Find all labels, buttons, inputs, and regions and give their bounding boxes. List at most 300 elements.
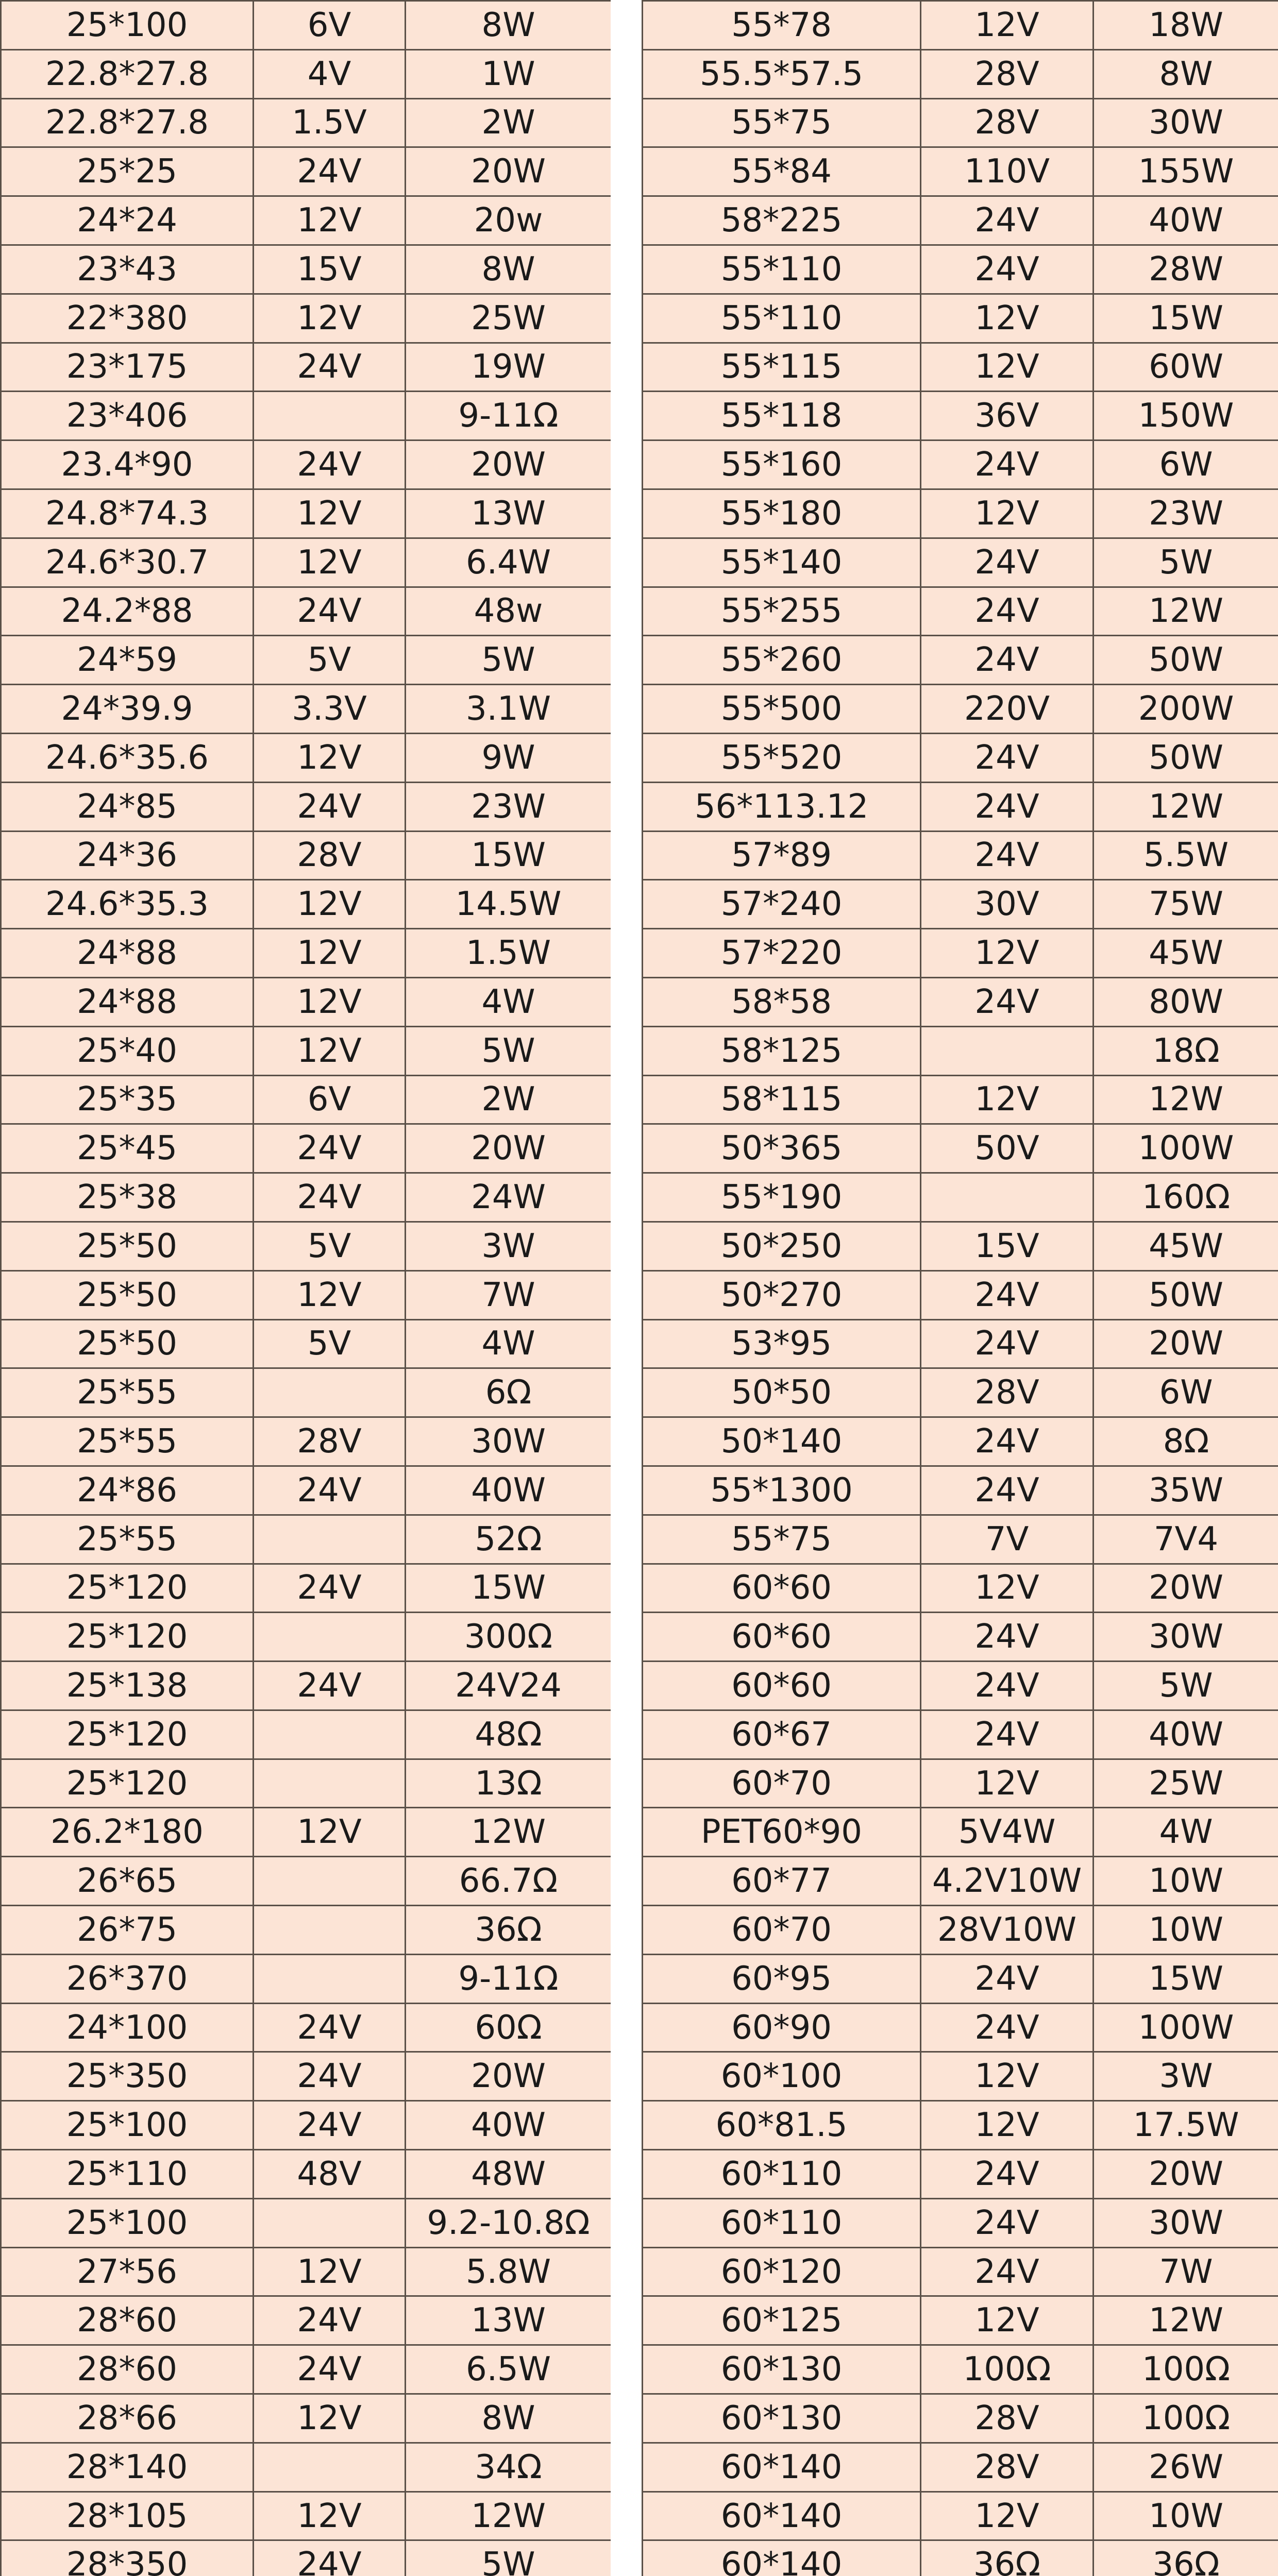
- size-cell: 26.2*180: [1, 1808, 254, 1857]
- size-cell: 60*70: [643, 1906, 921, 1955]
- size-cell: 24*88: [1, 929, 254, 978]
- rating-cell: 5W: [406, 1026, 612, 1075]
- rating-cell: 9-11Ω: [406, 392, 612, 440]
- size-cell: 25*120: [1, 1759, 254, 1808]
- size-cell: 25*350: [1, 2052, 254, 2101]
- right-table-row: [643, 1564, 1278, 1613]
- voltage-cell: 28V: [254, 831, 406, 880]
- left-table-row: [1, 98, 612, 147]
- voltage-cell: 24V: [921, 636, 1094, 685]
- right-table-row: [643, 538, 1278, 587]
- voltage-cell: 12V: [254, 294, 406, 343]
- size-cell: 26*75: [1, 1906, 254, 1955]
- voltage-cell: 12V: [921, 343, 1094, 392]
- size-cell: 55*190: [643, 1173, 921, 1222]
- size-cell: 25*50: [1, 1319, 254, 1368]
- voltage-cell: 12V: [921, 929, 1094, 978]
- voltage-cell: 15V: [254, 245, 406, 294]
- right-table-row: [643, 489, 1278, 538]
- voltage-cell: 28V10W: [921, 1906, 1094, 1955]
- right-table-row: [643, 587, 1278, 636]
- size-cell: 60*125: [643, 2296, 921, 2345]
- left-table-row: [1, 1613, 612, 1662]
- size-cell: 24*36: [1, 831, 254, 880]
- right-table-row: [643, 440, 1278, 489]
- spec-table-left-body: [1, 1, 612, 2576]
- rating-cell: 5.8W: [406, 2247, 612, 2296]
- table-gap: [611, 0, 642, 2576]
- voltage-cell: 5V: [254, 636, 406, 685]
- size-cell: 28*66: [1, 2394, 254, 2443]
- voltage-cell: 28V: [921, 98, 1094, 147]
- size-cell: 55*180: [643, 489, 921, 538]
- right-table-row: [643, 1026, 1278, 1075]
- rating-cell: 40W: [406, 2101, 612, 2150]
- size-cell: 25*100: [1, 1, 254, 50]
- voltage-cell: [254, 1515, 406, 1564]
- size-cell: 60*60: [643, 1662, 921, 1710]
- voltage-cell: 12V: [921, 1075, 1094, 1124]
- left-table-row: [1, 1270, 612, 1319]
- voltage-cell: 36Ω: [921, 2540, 1094, 2576]
- rating-cell: 300Ω: [406, 1613, 612, 1662]
- size-cell: 25*55: [1, 1515, 254, 1564]
- size-cell: 60*67: [643, 1710, 921, 1759]
- size-cell: 26*370: [1, 1954, 254, 2003]
- voltage-cell: 24V: [254, 1662, 406, 1710]
- size-cell: 60*120: [643, 2247, 921, 2296]
- size-cell: 24*86: [1, 1466, 254, 1515]
- rating-cell: 8W: [406, 1, 612, 50]
- size-cell: 55*255: [643, 587, 921, 636]
- size-cell: 50*250: [643, 1222, 921, 1270]
- rating-cell: 15W: [1094, 294, 1278, 343]
- voltage-cell: 24V: [921, 977, 1094, 1026]
- rating-cell: 10W: [1094, 1906, 1278, 1955]
- voltage-cell: 12V: [254, 977, 406, 1026]
- voltage-cell: 24V: [254, 2003, 406, 2052]
- voltage-cell: 4.2V10W: [921, 1857, 1094, 1906]
- rating-cell: 20W: [1094, 1564, 1278, 1613]
- rating-cell: 8Ω: [1094, 1417, 1278, 1466]
- rating-cell: 12W: [406, 1808, 612, 1857]
- size-cell: 28*60: [1, 2296, 254, 2345]
- voltage-cell: 36V: [921, 392, 1094, 440]
- size-cell: 60*95: [643, 1954, 921, 2003]
- rating-cell: 30W: [1094, 98, 1278, 147]
- rating-cell: 20w: [406, 196, 612, 245]
- rating-cell: 12W: [1094, 782, 1278, 831]
- left-table-row: [1, 2394, 612, 2443]
- left-table-row: [1, 440, 612, 489]
- right-table-row: [643, 2003, 1278, 2052]
- voltage-cell: 28V: [921, 2394, 1094, 2443]
- size-cell: 60*140: [643, 2443, 921, 2492]
- rating-cell: 13Ω: [406, 1759, 612, 1808]
- voltage-cell: 24V: [254, 2345, 406, 2394]
- rating-cell: 1W: [406, 49, 612, 98]
- right-table-row: [643, 831, 1278, 880]
- rating-cell: 20W: [1094, 2150, 1278, 2199]
- size-cell: 28*140: [1, 2443, 254, 2492]
- voltage-cell: [254, 1857, 406, 1906]
- rating-cell: 48Ω: [406, 1710, 612, 1759]
- size-cell: 60*70: [643, 1759, 921, 1808]
- size-cell: 25*35: [1, 1075, 254, 1124]
- rating-cell: 15W: [1094, 1954, 1278, 2003]
- voltage-cell: 24V: [254, 147, 406, 196]
- left-table-row: [1, 1075, 612, 1124]
- size-cell: 25*45: [1, 1124, 254, 1173]
- voltage-cell: 24V: [921, 1417, 1094, 1466]
- voltage-cell: 24V: [921, 1466, 1094, 1515]
- rating-cell: 20W: [406, 440, 612, 489]
- left-table-row: [1, 2345, 612, 2394]
- left-table-row: [1, 1026, 612, 1075]
- rating-cell: 5W: [406, 636, 612, 685]
- voltage-cell: [921, 1026, 1094, 1075]
- right-table-row: [643, 1954, 1278, 2003]
- size-cell: 55*75: [643, 1515, 921, 1564]
- spec-table-left: [0, 0, 612, 2576]
- size-cell: 25*110: [1, 2150, 254, 2199]
- voltage-cell: 100Ω: [921, 2345, 1094, 2394]
- right-table-row: [643, 2198, 1278, 2247]
- rating-cell: 15W: [406, 831, 612, 880]
- size-cell: 25*55: [1, 1368, 254, 1417]
- right-table-row: [643, 2296, 1278, 2345]
- size-cell: 55*78: [643, 1, 921, 50]
- voltage-cell: 24V: [254, 2052, 406, 2101]
- right-table-row: [643, 733, 1278, 782]
- rating-cell: 40W: [406, 1466, 612, 1515]
- size-cell: 25*40: [1, 1026, 254, 1075]
- left-table-row: [1, 733, 612, 782]
- rating-cell: 26W: [1094, 2443, 1278, 2492]
- voltage-cell: 5V4W: [921, 1808, 1094, 1857]
- voltage-cell: 24V: [254, 440, 406, 489]
- left-table-row: [1, 489, 612, 538]
- right-table-row: [643, 1710, 1278, 1759]
- rating-cell: 5.5W: [1094, 831, 1278, 880]
- size-cell: 24*88: [1, 977, 254, 1026]
- size-cell: 22*380: [1, 294, 254, 343]
- left-table-row: [1, 147, 612, 196]
- size-cell: 24*24: [1, 196, 254, 245]
- voltage-cell: 24V: [921, 2198, 1094, 2247]
- right-table-row: [643, 1515, 1278, 1564]
- rating-cell: 24V24: [406, 1662, 612, 1710]
- size-cell: 58*115: [643, 1075, 921, 1124]
- size-cell: 25*50: [1, 1222, 254, 1270]
- size-cell: 60*77: [643, 1857, 921, 1906]
- left-table-row: [1, 636, 612, 685]
- size-cell: 55*115: [643, 343, 921, 392]
- rating-cell: 20W: [406, 147, 612, 196]
- voltage-cell: [254, 1906, 406, 1955]
- rating-cell: 20W: [1094, 1319, 1278, 1368]
- voltage-cell: [921, 1173, 1094, 1222]
- voltage-cell: 24V: [921, 196, 1094, 245]
- rating-cell: 9-11Ω: [406, 1954, 612, 2003]
- size-cell: 55*75: [643, 98, 921, 147]
- voltage-cell: 12V: [254, 489, 406, 538]
- left-table-row: [1, 2443, 612, 2492]
- rating-cell: 28W: [1094, 245, 1278, 294]
- voltage-cell: 24V: [921, 1710, 1094, 1759]
- size-cell: 60*81.5: [643, 2101, 921, 2150]
- right-table-row: [643, 1124, 1278, 1173]
- left-table-row: [1, 245, 612, 294]
- left-table-row: [1, 1466, 612, 1515]
- rating-cell: 66.7Ω: [406, 1857, 612, 1906]
- rating-cell: 36Ω: [1094, 2540, 1278, 2576]
- voltage-cell: 24V: [921, 1662, 1094, 1710]
- rating-cell: 100Ω: [1094, 2394, 1278, 2443]
- rating-cell: 80W: [1094, 977, 1278, 1026]
- voltage-cell: 24V: [921, 1954, 1094, 2003]
- voltage-cell: 1.5V: [254, 98, 406, 147]
- left-table-row: [1, 2052, 612, 2101]
- rating-cell: 52Ω: [406, 1515, 612, 1564]
- voltage-cell: 15V: [921, 1222, 1094, 1270]
- right-table-row: [643, 685, 1278, 734]
- size-cell: 55*260: [643, 636, 921, 685]
- right-table-row: [643, 1662, 1278, 1710]
- size-cell: 25*25: [1, 147, 254, 196]
- rating-cell: 6.4W: [406, 538, 612, 587]
- size-cell: 55*118: [643, 392, 921, 440]
- left-table-row: [1, 1319, 612, 1368]
- voltage-cell: 24V: [254, 2296, 406, 2345]
- size-cell: 58*125: [643, 1026, 921, 1075]
- voltage-cell: 12V: [921, 2101, 1094, 2150]
- left-table-row: [1, 2540, 612, 2576]
- rating-cell: 150W: [1094, 392, 1278, 440]
- rating-cell: 60Ω: [406, 2003, 612, 2052]
- rating-cell: 25W: [406, 294, 612, 343]
- rating-cell: 50W: [1094, 636, 1278, 685]
- size-cell: 24*100: [1, 2003, 254, 2052]
- rating-cell: 4W: [406, 1319, 612, 1368]
- right-table-row: [643, 98, 1278, 147]
- voltage-cell: 24V: [921, 1613, 1094, 1662]
- rating-cell: 8W: [406, 2394, 612, 2443]
- right-table-row: [643, 1173, 1278, 1222]
- left-table-row: [1, 1124, 612, 1173]
- voltage-cell: 24V: [921, 2150, 1094, 2199]
- voltage-cell: 24V: [921, 2003, 1094, 2052]
- left-table-row: [1, 1808, 612, 1857]
- left-table-row: [1, 1222, 612, 1270]
- left-table-row: [1, 782, 612, 831]
- voltage-cell: 12V: [921, 2296, 1094, 2345]
- rating-cell: 50W: [1094, 733, 1278, 782]
- voltage-cell: 28V: [254, 1417, 406, 1466]
- rating-cell: 100W: [1094, 2003, 1278, 2052]
- size-cell: 55*520: [643, 733, 921, 782]
- voltage-cell: 30V: [921, 880, 1094, 929]
- voltage-cell: 12V: [921, 294, 1094, 343]
- voltage-cell: 24V: [921, 831, 1094, 880]
- rating-cell: 18Ω: [1094, 1026, 1278, 1075]
- voltage-cell: 12V: [254, 1026, 406, 1075]
- left-table-row: [1, 392, 612, 440]
- size-cell: 50*50: [643, 1368, 921, 1417]
- size-cell: 60*130: [643, 2345, 921, 2394]
- left-table-row: [1, 977, 612, 1026]
- size-cell: 28*350: [1, 2540, 254, 2576]
- size-cell: 55*500: [643, 685, 921, 734]
- voltage-cell: 12V: [254, 2394, 406, 2443]
- rating-cell: 40W: [1094, 196, 1278, 245]
- voltage-cell: 24V: [921, 2247, 1094, 2296]
- rating-cell: 30W: [1094, 2198, 1278, 2247]
- rating-cell: 5W: [1094, 538, 1278, 587]
- voltage-cell: 12V: [921, 489, 1094, 538]
- size-cell: 24.6*35.3: [1, 880, 254, 929]
- left-table-row: [1, 2296, 612, 2345]
- right-table-row: [643, 2345, 1278, 2394]
- rating-cell: 17.5W: [1094, 2101, 1278, 2150]
- voltage-cell: 24V: [254, 782, 406, 831]
- left-table-row: [1, 2247, 612, 2296]
- right-table-row: [643, 2052, 1278, 2101]
- left-table-row: [1, 880, 612, 929]
- right-table-row: [643, 2492, 1278, 2540]
- rating-cell: 2W: [406, 1075, 612, 1124]
- size-cell: 53*95: [643, 1319, 921, 1368]
- size-cell: 50*270: [643, 1270, 921, 1319]
- rating-cell: 5W: [406, 2540, 612, 2576]
- right-table-row: [643, 245, 1278, 294]
- size-cell: 25*100: [1, 2101, 254, 2150]
- voltage-cell: 24V: [921, 245, 1094, 294]
- rating-cell: 18W: [1094, 1, 1278, 50]
- size-cell: 60*110: [643, 2198, 921, 2247]
- voltage-cell: [254, 1759, 406, 1808]
- right-table-row: [643, 929, 1278, 978]
- right-table-row: [643, 2101, 1278, 2150]
- size-cell: 55*110: [643, 294, 921, 343]
- left-table-row: [1, 1662, 612, 1710]
- voltage-cell: 24V: [254, 1564, 406, 1613]
- rating-cell: 34Ω: [406, 2443, 612, 2492]
- size-cell: 55*1300: [643, 1466, 921, 1515]
- right-table-row: [643, 196, 1278, 245]
- left-table-row: [1, 1173, 612, 1222]
- size-cell: 23*43: [1, 245, 254, 294]
- right-table-row: [643, 1613, 1278, 1662]
- spec-table-right-body: [643, 1, 1278, 2576]
- rating-cell: 75W: [1094, 880, 1278, 929]
- size-cell: 60*140: [643, 2540, 921, 2576]
- rating-cell: 19W: [406, 343, 612, 392]
- right-table-row: [643, 294, 1278, 343]
- size-cell: 24.6*35.6: [1, 733, 254, 782]
- size-cell: 55.5*57.5: [643, 49, 921, 98]
- size-cell: 22.8*27.8: [1, 49, 254, 98]
- spec-table-right: [642, 0, 1278, 2576]
- size-cell: 23.4*90: [1, 440, 254, 489]
- rating-cell: 48w: [406, 587, 612, 636]
- right-table-row: [643, 1466, 1278, 1515]
- rating-cell: 60W: [1094, 343, 1278, 392]
- size-cell: 60*130: [643, 2394, 921, 2443]
- rating-cell: 23W: [406, 782, 612, 831]
- rating-cell: 36Ω: [406, 1906, 612, 1955]
- rating-cell: 30W: [406, 1417, 612, 1466]
- voltage-cell: 24V: [921, 733, 1094, 782]
- rating-cell: 5W: [1094, 1662, 1278, 1710]
- size-cell: 60*110: [643, 2150, 921, 2199]
- voltage-cell: 12V: [254, 196, 406, 245]
- rating-cell: 3.1W: [406, 685, 612, 734]
- size-cell: 50*365: [643, 1124, 921, 1173]
- right-table-row: [643, 1222, 1278, 1270]
- rating-cell: 12W: [1094, 587, 1278, 636]
- rating-cell: 3W: [406, 1222, 612, 1270]
- left-table-row: [1, 685, 612, 734]
- rating-cell: 13W: [406, 2296, 612, 2345]
- rating-cell: 4W: [406, 977, 612, 1026]
- size-cell: 55*84: [643, 147, 921, 196]
- left-table-row: [1, 196, 612, 245]
- left-table-row: [1, 1759, 612, 1808]
- right-table-row: [643, 1, 1278, 50]
- size-cell: 58*58: [643, 977, 921, 1026]
- left-table-row: [1, 1906, 612, 1955]
- voltage-cell: 12V: [254, 1270, 406, 1319]
- right-table-row: [643, 1417, 1278, 1466]
- voltage-cell: 12V: [254, 1808, 406, 1857]
- left-table-row: [1, 2003, 612, 2052]
- left-table-row: [1, 1954, 612, 2003]
- rating-cell: 3W: [1094, 2052, 1278, 2101]
- voltage-cell: 24V: [254, 587, 406, 636]
- voltage-cell: 24V: [254, 1466, 406, 1515]
- voltage-cell: 28V: [921, 49, 1094, 98]
- rating-cell: 35W: [1094, 1466, 1278, 1515]
- rating-cell: 12W: [1094, 2296, 1278, 2345]
- voltage-cell: 6V: [254, 1, 406, 50]
- right-table-row: [643, 782, 1278, 831]
- right-table-row: [643, 2247, 1278, 2296]
- voltage-cell: 24V: [254, 343, 406, 392]
- right-table-row: [643, 1319, 1278, 1368]
- right-table-row: [643, 636, 1278, 685]
- left-table-row: [1, 294, 612, 343]
- size-cell: 25*55: [1, 1417, 254, 1466]
- size-cell: 28*60: [1, 2345, 254, 2394]
- voltage-cell: 28V: [921, 1368, 1094, 1417]
- right-table-row: [643, 880, 1278, 929]
- right-table-row: [643, 1857, 1278, 1906]
- voltage-cell: 12V: [254, 538, 406, 587]
- size-cell: 25*38: [1, 1173, 254, 1222]
- rating-cell: 160Ω: [1094, 1173, 1278, 1222]
- rating-cell: 45W: [1094, 929, 1278, 978]
- voltage-cell: 12V: [254, 2492, 406, 2540]
- voltage-cell: 24V: [254, 1173, 406, 1222]
- rating-cell: 6Ω: [406, 1368, 612, 1417]
- size-cell: 24.2*88: [1, 587, 254, 636]
- size-cell: PET60*90: [643, 1808, 921, 1857]
- voltage-cell: 6V: [254, 1075, 406, 1124]
- size-cell: 60*90: [643, 2003, 921, 2052]
- voltage-cell: [254, 1368, 406, 1417]
- voltage-cell: 12V: [921, 2492, 1094, 2540]
